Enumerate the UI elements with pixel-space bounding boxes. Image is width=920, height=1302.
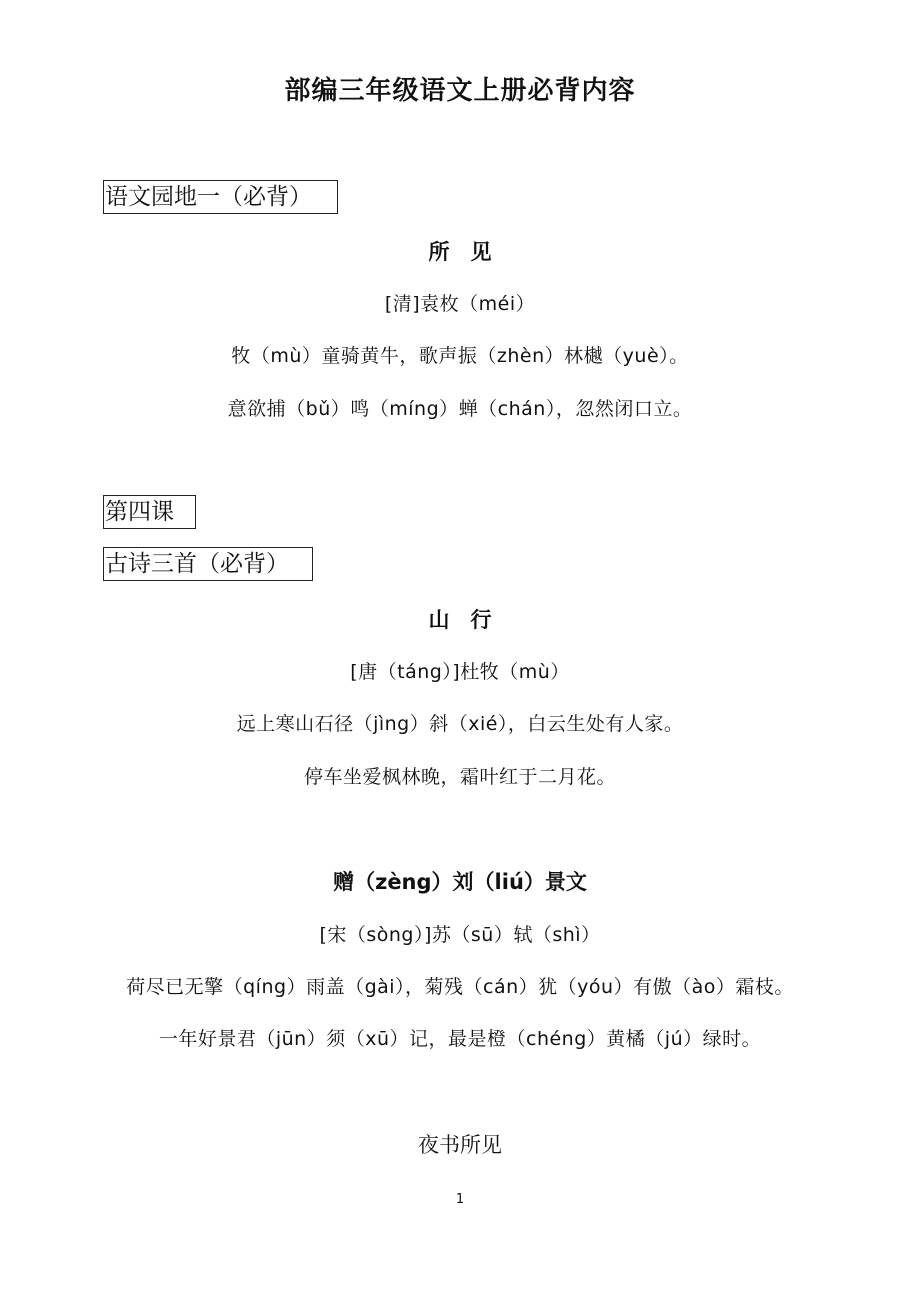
poem-title-suojian: 所 见 [428,240,492,264]
poem-author-suojian: [清]袁枚（méi） [384,293,536,315]
poem-title-shanxing: 山 行 [428,608,492,632]
poem-title-yeshu: 夜书所见 [418,1133,502,1157]
poem-author-zengliu: [宋（sòng）]苏（sū）轼（shì） [319,924,601,946]
poem-line-suojian-2: 意欲捕（bǔ）鸣（míng）蝉（chán），忽然闭口立。 [227,398,693,420]
poem-line-suojian-1: 牧（mù）童骑黄牛，歌声振（zhèn）林樾（yuè）。 [231,345,689,367]
poem-line-zengliu-2: 一年好景君（jūn）须（xū）记，最是橙（chéng）黄橘（jú）绿时。 [158,1028,762,1050]
poem-title-zengliu: 赠（zèng）刘（liú）景文 [333,870,587,894]
poem-line-shanxing-2: 停车坐爱枫林晚，霜叶红于二月花。 [303,766,616,788]
poem-line-zengliu-1: 荷尽已无擎（qíng）雨盖（gài），菊残（cán）犹（yóu）有傲（ào）霜枝。 [126,976,794,998]
section-garden-one: 语文园地一（必背） [103,180,338,214]
poem-line-shanxing-1: 远上寒山石径（jìng）斜（xié），白云生处有人家。 [236,713,684,735]
poem-author-shanxing: [唐（táng）]杜牧（mù） [350,661,570,683]
page-title: 部编三年级语文上册必背内容 [284,76,636,106]
section-three-poems: 古诗三首（必背） [103,547,313,581]
section-lesson-four: 第四课 [103,495,196,529]
page-number: 1 [455,1192,465,1207]
